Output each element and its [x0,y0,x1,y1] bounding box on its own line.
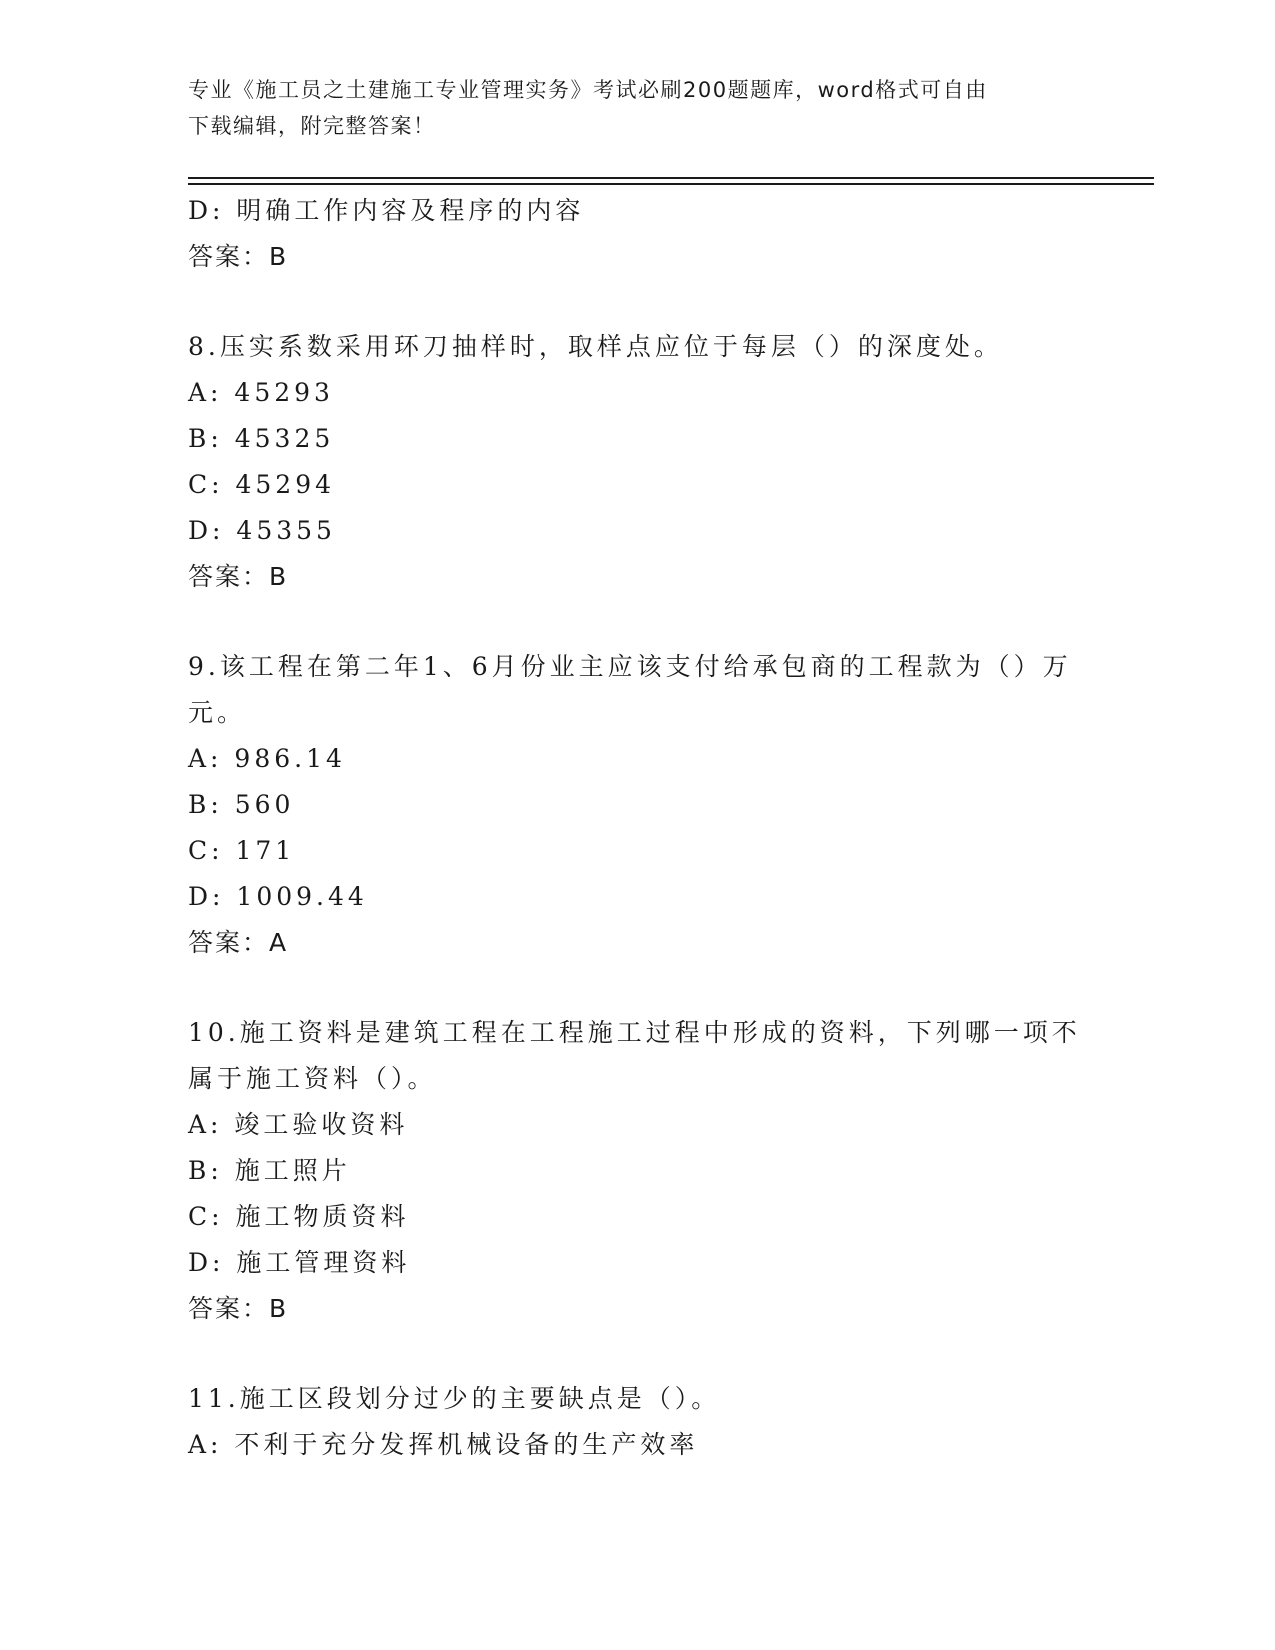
question-9 [188,644,1088,966]
header-divider-bottom [188,183,1154,185]
question-list [188,188,1088,1468]
option-d: D: 施工管理资料 [188,1248,411,1277]
answer-line: 答案：B [188,562,289,591]
question-text-line-2: 属于施工资料（）。 [188,1064,437,1093]
answer-line: 答案：B [188,242,289,271]
option-c: C: 45294 [188,470,336,499]
option-a: A: 986.14 [188,744,346,773]
question-text: 11.施工区段划分过少的主要缺点是（）。 [188,1384,721,1413]
question-8 [188,324,1088,600]
option-b: B: 560 [188,790,295,819]
answer-line: 答案：B [188,1294,289,1323]
question-text-line-1: 10.施工资料是建筑工程在工程施工过程中形成的资料，下列哪一项不 [188,1018,1081,1047]
option-a: A: 45293 [188,378,334,407]
answer-line: 答案：A [188,928,289,957]
header-divider-top [188,177,1154,179]
option-d: D: 1009.44 [188,882,368,911]
question-text-line-1: 9.该工程在第二年1、6月份业主应该支付给承包商的工程款为（）万 [188,652,1072,681]
option-c: C: 施工物质资料 [188,1202,410,1231]
document-header [188,72,1068,144]
header-line-1: 专业《施工员之土建施工专业管理实务》考试必刷200题题库，word格式可自由 [188,78,988,102]
option-a: A: 不利于充分发挥机械设备的生产效率 [188,1430,699,1459]
question-text: 8.压实系数采用环刀抽样时，取样点应位于每层（）的深度处。 [188,332,1003,361]
option-a: A: 竣工验收资料 [188,1110,409,1139]
question-text-line-2: 元。 [188,698,247,727]
question-11 [188,1376,1088,1468]
option-d: D: 45355 [188,516,336,545]
option-d: D: 明确工作内容及程序的内容 [188,196,585,225]
question-10 [188,1010,1088,1332]
option-b: B: 45325 [188,424,335,453]
option-c: C: 171 [188,836,296,865]
header-line-2: 下载编辑，附完整答案！ [188,114,436,138]
option-b: B: 施工照片 [188,1156,351,1185]
